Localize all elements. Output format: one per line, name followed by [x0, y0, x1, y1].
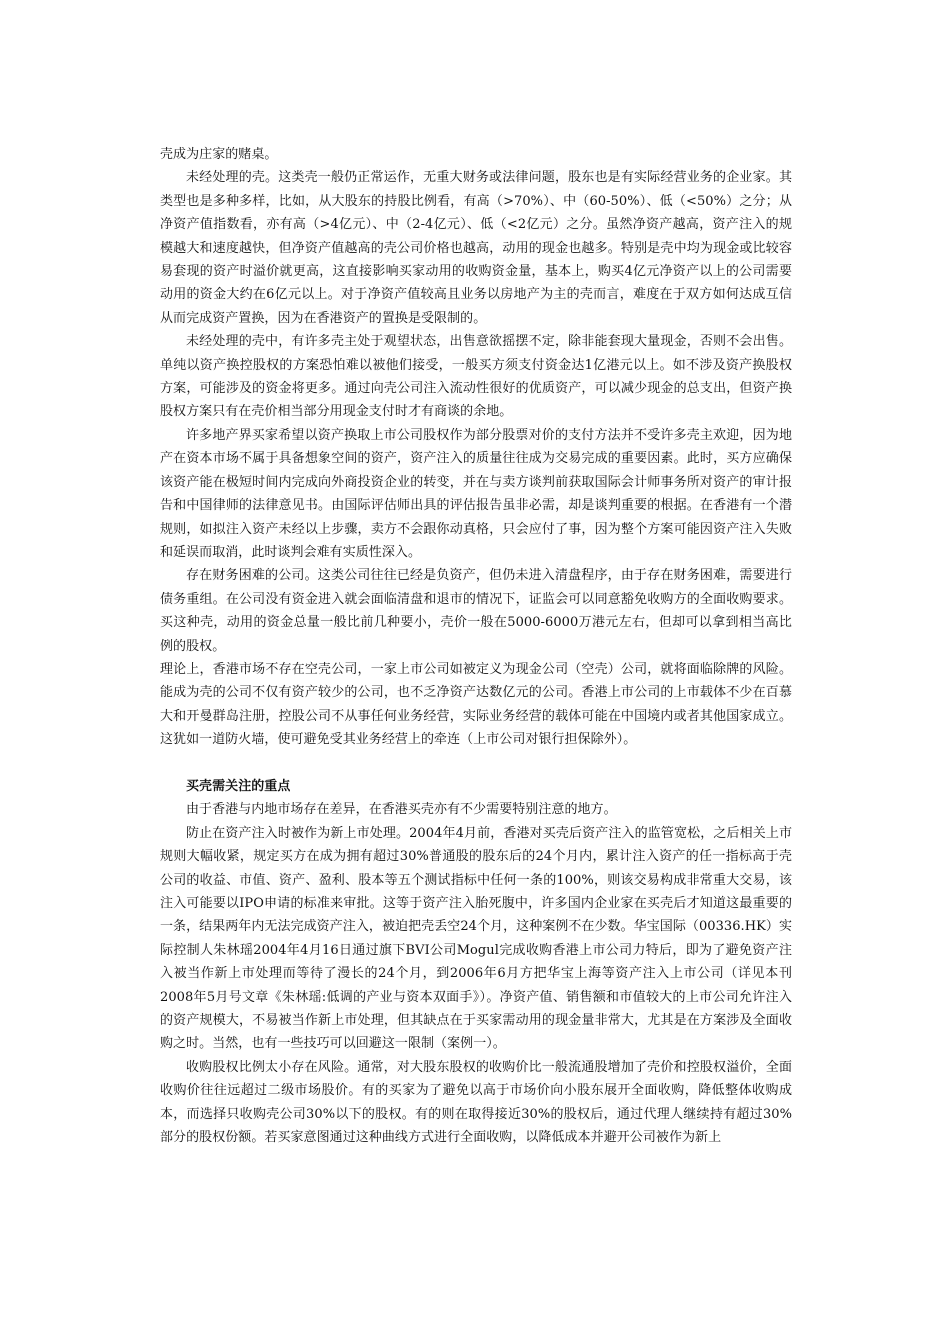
paragraph: 存在财务困难的公司。这类公司往往已经是负资产，但仍未进入清盘程序，由于存在财务困难，需要进行债务重组。在公司没有资金进入就会面临清盘和退市的情况下，证监会可以同意豁免收购方的全面收购要求。买这种壳，动用的资金总量一般比前几种要小，壳价一般在5000-6000万港元左右，但却可以拿到相当高比例的股权。 — [160, 568, 792, 654]
paragraph: 由于香港与内地市场存在差异，在香港买壳亦有不少需要特别注意的地方。 — [186, 802, 617, 818]
section-heading: 买壳需关注的重点 — [186, 778, 291, 794]
paragraph: 防止在资产注入时被作为新上市处理。2004年4月前，香港对买壳后资产注入的监管宽松，之后相关上市规则大幅收紧，规定买方在成为拥有超过30%普通股的股东后的24个月内，累计注入资产的任一指标高于壳公司的收益、市值、资产、盈利、股本等五个测试指标中任何一条的100%，则该交易构成非常重大交易，该注入可能要以IPO申请的标准来审批。这等于资产注入胎死腹中，许多国内企业家在买壳后才知道这最重要的一条，结果两年内无法完成资产注入，被迫把壳丢空24个月，这种案例不在少数。华宝国际（00336.HK）实际控制人朱林瑶2004年4月16日通过旗下BVI公司Mogul完成收购香港上市公司力特后，即为了避免资产注入被当作新上市处理而等待了漫长的24个月，到2006年6月方把华宝上海等资产注入上市公司（详见本刊2008年5月号文章《朱林瑶:低调的产业与资本双面手》）。净资产值、销售额和市值较大的上市公司允许注入的资产规模大，不易被当作新上市处理，但其缺点在于买家需动用的现金量非常大，尤其是在方案涉及全面收购之时。当然，也有一些技巧可以回避这一限制（案例一）。 — [160, 825, 792, 1052]
document-body — [160, 143, 792, 1149]
paragraph: 许多地产界买家希望以资产换取上市公司股权作为部分股票对价的支付方法并不受许多壳主欢迎，因为地产在资本市场不属于具备想象空间的资产，资产注入的质量往往成为交易完成的重要因素。此时，买方应确保该资产能在极短时间内完成向外商投资企业的转变，并在与卖方谈判前获取国际会计师事务所对资产的审计报告和中国律师的法律意见书。由国际评估师出具的评估报告虽非必需，却是谈判重要的根据。在香港有一个潜规则，如拟注入资产未经以上步骤，卖方不会跟你动真格，只会应付了事，因为整个方案可能因资产注入失败和延误而取消，此时谈判会难有实质性深入。 — [160, 427, 792, 560]
paragraph: 壳成为庄家的赌桌。 — [160, 147, 278, 162]
paragraph: 理论上，香港市场不存在空壳公司，一家上市公司如被定义为现金公司（空壳）公司，就将面临除牌的风险。能成为壳的公司不仅有资产较少的公司，也不乏净资产达数亿元的公司。香港上市公司的上市载体不少在百慕大和开曼群岛注册，控股公司不从事任何业务经营，实际业务经营的载体可能在中国境内或者其他国家成立。这犹如一道防火墙，使可避免受其业务经营上的牵连（上市公司对银行担保除外）。 — [160, 661, 792, 748]
paragraph: 未经处理的壳中，有许多壳主处于观望状态，出售意欲摇摆不定，除非能套现大量现金，否则不会出售。单纯以资产换控股权的方案恐怕难以被他们接受，一般买方须支付资金达1亿港元以上。如不涉及资产换股权方案，可能涉及的资金将更多。通过向壳公司注入流动性很好的优质资产，可以减少现金的总支出，但资产换股权方案只有在壳价相当部分用现金支付时才有商谈的余地。 — [160, 334, 792, 420]
blank-line — [160, 752, 792, 775]
paragraph: 收购股权比例太小存在风险。通常，对大股东股权的收购价比一般流通股增加了壳价和控股权溢价，全面收购价往往远超过二级市场股价。有的买家为了避免以高于市场价向小股东展开全面收购，降低整体收购成本，而选择只收购壳公司30%以下的股权。有的则在取得接近30%的股权后，通过代理人继续持有超过30%部分的股权份额。若买家意图通过这种曲线方式进行全面收购，以降低成本并避开公司被作为新上 — [160, 1059, 792, 1146]
paragraph: 未经处理的壳。这类壳一般仍正常运作，无重大财务或法律问题，股东也是有实际经营业务的企业家。其类型也是多种多样，比如，从大股东的持股比例看，有高（>70%）、中（60-50%）、低（<50%）之分；从净资产值指数看，亦有高（>4亿元）、中（2-4亿元）、低（<2亿元）之分。虽然净资产越高，资产注入的规模越大和速度越快，但净资产值越高的壳公司价格也越高，动用的现金也越多。特别是壳中均为现金或比较容易套现的资产时溢价就更高，这直接影响买家动用的收购资金量，基本上，购买4亿元净资产以上的公司需要动用的资金大约在6亿元以上。对于净资产值较高且业务以房地产为主的壳而言，难度在于双方如何达成互信从而完成资产置换，因为在香港资产的置换是受限制的。 — [160, 170, 792, 326]
